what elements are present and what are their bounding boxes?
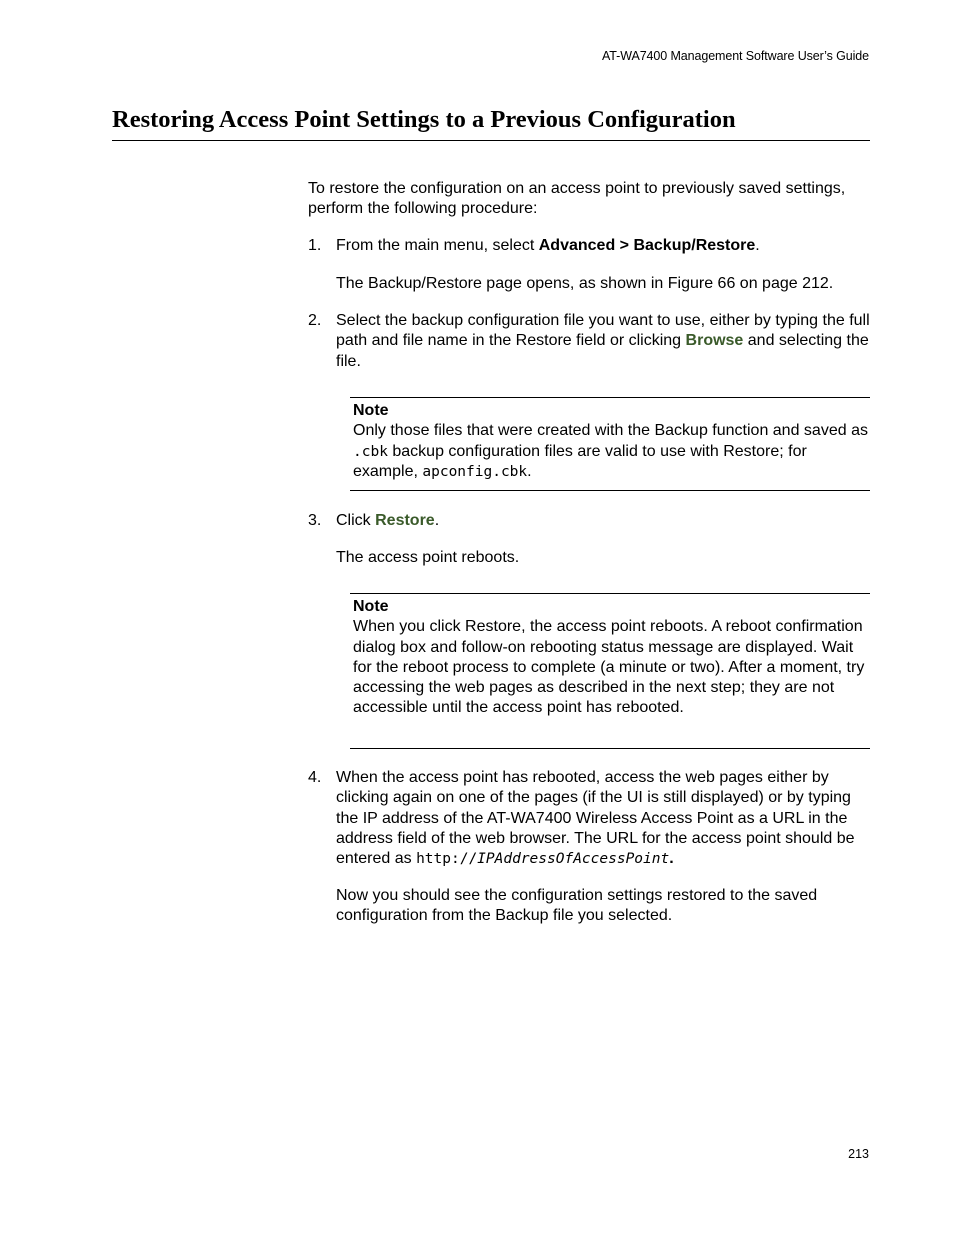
step-number: 4. [308,769,322,786]
note-text: When you click Restore, the access point reboots. A reboot confirmation dialog box and follow-on rebooting status message are displayed. Wait for the reboot process to complete (a minute or two). After a moment, try accessing the web pages as described in the next step; they are not accessible until the access point has rebooted. [353,618,865,717]
step-text: Click Restore. [336,512,440,529]
step-number: 1. [308,237,322,254]
code-url-prefix: http:// [416,851,478,868]
page-number: 213 [848,1147,869,1161]
step-4-result: Now you should see the configuration settings restored to the saved configuration from the Backup file you selected. [336,887,818,925]
step-1 [308,236,873,256]
menu-path: Advanced > Backup/Restore [538,237,756,254]
step-number: 3. [308,512,322,529]
step-3 [308,511,873,531]
running-header: AT-WA7400 Management Software User’s Guide [602,49,869,63]
note-box [350,593,870,749]
note-box [350,397,870,491]
code-url-placeholder: IPAddressOfAccessPoint [477,851,670,868]
step-text: From the main menu, select Advanced > Backup/Restore. [336,237,760,254]
code-filename: apconfig.cbk [422,463,528,480]
code-extension: .cbk [353,443,388,460]
title-rule [112,140,870,141]
note-label: Note [353,598,389,615]
step-text: When the access point has rebooted, access the web pages either by clicking again on one of the pages (if the UI is still displayed) or by typing the IP address of the AT-WA7400 Wireless Access Point as a URL in the address field of the web browser. The URL for the access point should be entered as http://IPAddressOfAccessPoint. [336,769,855,868]
step-3-result: The access point reboots. [336,549,520,566]
step-4 [308,768,873,869]
step-text: Select the backup configuration file you want to use, either by typing the full path and file name in the Restore field or clicking Browse and selecting the file. [336,312,870,370]
intro-paragraph: To restore the configuration on an access point to previously saved settings, perform the following procedure: [308,180,846,218]
restore-ui-label: Restore [375,512,435,529]
note-label: Note [353,402,389,419]
section-title: Restoring Access Point Settings to a Previous Configuration [112,106,736,133]
step-number: 2. [308,312,322,329]
step-1-result: The Backup/Restore page opens, as shown in Figure 66 on page 212. [336,275,834,292]
browse-ui-label: Browse [685,332,744,350]
note-text: Only those files that were created with the Backup function and saved as .cbk backup configuration files are valid to use with Restore; for example, apconfig.cbk. [353,422,868,480]
step-2 [308,311,873,372]
